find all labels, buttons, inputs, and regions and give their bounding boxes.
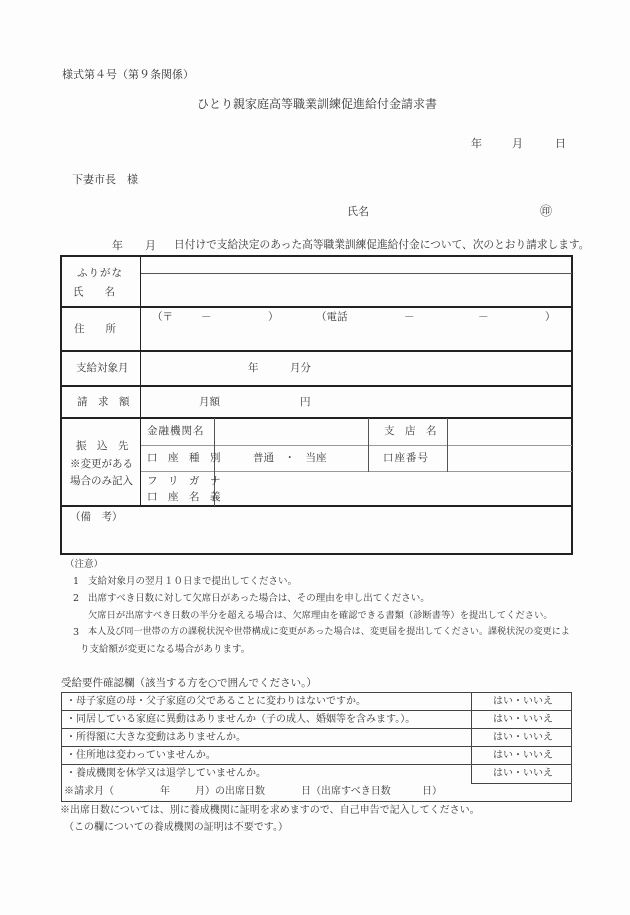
phone-dash-2: － (478, 311, 489, 323)
addressee: 下妻市長 様 (72, 173, 138, 186)
name-input[interactable] (142, 274, 571, 306)
requirement-answer[interactable]: はい・いいえ (493, 750, 553, 761)
intro-year[interactable]: 年 (112, 239, 123, 252)
claim-monthly-label: 月額 (199, 396, 220, 408)
branch-input[interactable] (448, 419, 571, 445)
holder-name-label: 口 座 名 義 (147, 491, 221, 503)
attendance-month: 月）の出席日数 (195, 786, 265, 797)
bank-name-input[interactable] (215, 419, 367, 445)
note-text: 本人及び同一世帯の方の課税状況や世帯構成に変更があった場合は、変更届を提出してください。課税状況の変更によ (88, 627, 570, 637)
note-text: 出席すべき日数に対して欠席日があった場合は、その理由を申し出てください。 (88, 593, 430, 604)
name-label: 氏 名 (73, 286, 115, 298)
date-year[interactable]: 年 (471, 137, 482, 150)
address-input[interactable] (142, 308, 571, 350)
transfer-label: 振 込 先 (76, 440, 129, 452)
branch-label: 支 店 名 (384, 425, 437, 437)
requirements-heading: 受給要件確認欄（該当する方を○で囲んでください。） (61, 677, 317, 689)
requirement-question: ・同居している家庭に異動はありませんか（子の成人、婚姻等を含みます。）。 (66, 714, 416, 725)
claim-amount-input[interactable] (142, 387, 571, 417)
payment-month-label: 支給対象月 (76, 362, 129, 374)
phone-close: ） (545, 311, 556, 323)
account-type-label: 口 座 種 別 (147, 452, 221, 464)
holder-kana-label: フ リ ガ ナ (147, 475, 221, 487)
note-number: 3 (73, 627, 80, 638)
account-number-input[interactable] (448, 446, 571, 471)
address-label: 住 所 (74, 323, 116, 335)
notes-heading: （注意） (65, 559, 104, 570)
requirement-question: ・所得額に大きな変動はありませんか。 (66, 732, 246, 743)
note-text: 支給対象月の翌月１０日まで提出してください。 (88, 576, 298, 587)
requirement-answer[interactable]: はい・いいえ (493, 696, 553, 707)
note-number: 1 (73, 576, 80, 587)
postal-open: （〒 (152, 311, 173, 323)
account-holder-input[interactable] (215, 472, 571, 505)
account-number-label: 口座番号 (383, 452, 429, 464)
account-type-options[interactable]: 普通 ・ 当座 (253, 452, 327, 464)
requirement-answer[interactable]: はい・いいえ (493, 732, 553, 743)
requirement-question: ・母子家庭の母・父子家庭の父であることに変わりはないですか。 (66, 696, 366, 707)
transfer-note-2: 場合のみ記入 (70, 475, 133, 487)
requirement-answer[interactable]: はい・いいえ (493, 768, 553, 779)
bank-name-label: 金融機関名 (147, 425, 205, 437)
intro-text: 日付けで支給決定のあった高等職業訓練促進給付金について、次のとおり請求します。 (174, 238, 590, 251)
payment-month-year: 年 (248, 362, 259, 374)
attendance-label: ※請求月（ (64, 786, 114, 797)
requirement-question: ・養成機関を休学又は退学していませんか。 (66, 768, 266, 779)
applicant-name-label: 氏名 (347, 205, 369, 218)
note-text: り支給額が変更になる場合があります。 (80, 644, 251, 655)
note-text: 欠席日が出席すべき日数の半分を超える場合は、欠席理由を確認できる書類（診断書等）を提出してください。 (88, 610, 553, 621)
footnote-2: （この欄についての養成機関の証明は不要です。） (64, 822, 288, 833)
date-month[interactable]: 月 (512, 137, 523, 150)
payment-month-suffix: 月分 (290, 362, 311, 374)
attendance-days: 日（出席すべき日数 (301, 786, 391, 797)
document-title: ひとり親家庭高等職業訓練促進給付金請求書 (197, 97, 438, 111)
postal-close: ） (268, 311, 279, 323)
requirement-answer[interactable]: はい・いいえ (493, 714, 553, 725)
attendance-days-close: 日） (422, 786, 442, 797)
seal-icon: ㊞ (540, 204, 553, 218)
note-number: 2 (73, 593, 80, 604)
payment-month-input[interactable] (142, 352, 571, 385)
requirement-question: ・住所地は変わっていませんか。 (66, 750, 216, 761)
remarks-input[interactable] (62, 507, 571, 553)
furigana-label: ふりがな (77, 267, 123, 279)
postal-dash: － (201, 311, 212, 323)
phone-dash-1: － (404, 311, 415, 323)
claim-amount-label: 請 求 額 (77, 396, 130, 408)
transfer-note-1: ※変更がある (70, 458, 133, 470)
date-day[interactable]: 日 (555, 137, 566, 150)
footnote-1: ※出席日数については、別に養成機関に証明を求めますので、自己申告で記入してください。 (60, 805, 480, 816)
remarks-label: （備 考） (70, 511, 123, 523)
attendance-year: 年 (160, 786, 170, 797)
claim-yen-label: 円 (300, 396, 311, 408)
form-number: 様式第４号（第９条関係） (62, 68, 194, 81)
phone-open: （電話 (316, 311, 348, 323)
furigana-input[interactable] (142, 257, 571, 273)
intro-month[interactable]: 月 (145, 239, 156, 252)
